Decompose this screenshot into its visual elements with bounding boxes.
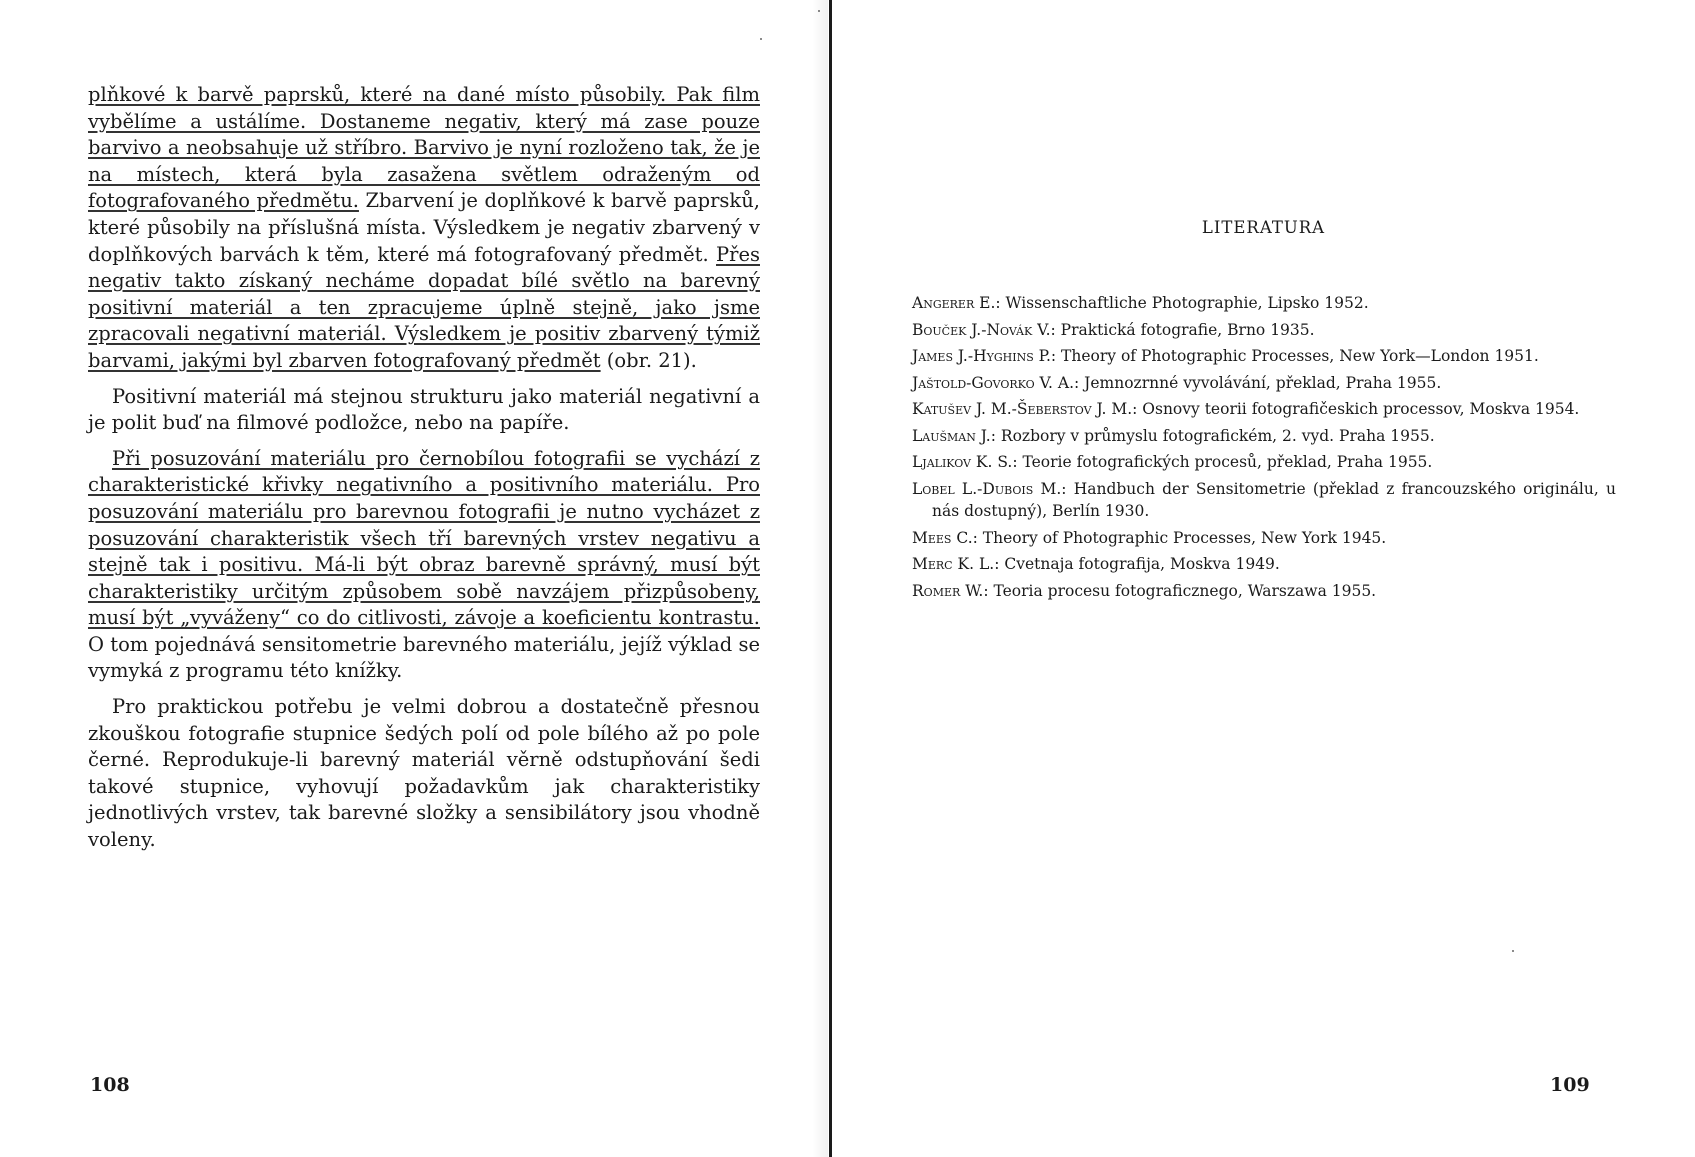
bibliography-entry: [912, 451, 1616, 474]
entry-author: Ljalikov K. S.: [912, 453, 1013, 471]
bibliography-entry: [912, 527, 1616, 550]
right-page: [832, 0, 1695, 1157]
paragraph-4: [88, 694, 760, 854]
bibliography-entry: [912, 292, 1616, 315]
text-run: Zbarvení je doplňkové k barvě paprsků, které působily na příslušná místa. Výsledkem je negativ zbarvený v doplňkových barvách k těm, které má fotografovaný předmět.: [88, 189, 760, 266]
entry-author: James J.-Hyghins P.: [912, 347, 1051, 365]
entry-details: : Praktická fotografie, Brno 1935.: [1050, 320, 1315, 339]
entry-author: Merc K. L.: [912, 555, 995, 573]
entry-author: Bouček J.-Novák V.: [912, 320, 1051, 339]
paragraph-1: [88, 82, 760, 375]
entry-author: Jaštold-Govorko V. A.: [912, 373, 1074, 392]
text-run: Pro praktickou potřebu je velmi dobrou a dostatečně přesnou zkouškou fotografie stupnice šedých polí od pole bílého až po pole černé. Reprodukuje-li barevný materiál věrně odstupňování šedi takové stupnice, vyhovují požadavkům jak charakteristiky jednotlivých vrstev, tak barevné složky a sensibilátory jsou vhodně voleny.: [88, 695, 760, 852]
entry-author: Angerer E.: [912, 294, 996, 312]
bibliography-list: [912, 292, 1616, 606]
entry-details: : Theory of Photographic Processes, New York—London 1951.: [1050, 347, 1539, 365]
bibliography-entry: [912, 553, 1616, 576]
text-run: Positivní materiál má stejnou strukturu jako materiál negativní a je polit buď na filmové podložce, nebo na papíře.: [88, 384, 760, 435]
bibliography-entry: [912, 398, 1616, 421]
gutter-shadow: [812, 0, 828, 1157]
entry-author: Katušev J. M.-Šeberstov J. M.: [912, 400, 1133, 418]
bibliography-entry: [912, 372, 1616, 395]
entry-author: Mees C.: [912, 528, 973, 547]
underlined-passage: Přes negativ takto získaný necháme dopadat bílé světlo na barevný positivní materiál a ten zpracujeme úplně stejně, jako jsme zpracovali negativní materiál. Výsledkem je positiv zbarvený týmiž barvami, jakými byl zbarven fotografovaný předmět: [88, 242, 760, 372]
entry-details: : Wissenschaftliche Photographie, Lipsko 1952.: [995, 294, 1369, 312]
text-run: O tom pojednává sensitometrie barevného materiálu, jejíž výklad se vymyká z programu této knížky.: [88, 632, 760, 683]
bibliography-entry: [912, 580, 1616, 603]
entry-details: : Handbuch der Sensitometrie (překlad z francouzského originálu, u nás dostupný), Berlín 1930.: [932, 479, 1616, 520]
entry-details: : Osnovy teorii fotografičeskich processov, Moskva 1954.: [1132, 400, 1580, 418]
entry-author: Romer W.: [912, 581, 984, 600]
text-run: (obr. 21).: [600, 348, 697, 372]
entry-details: : Rozbory v průmyslu fotografickém, 2. vyd. Praha 1955.: [990, 426, 1435, 445]
entry-author: Lobel L.-Dubois M.: [912, 479, 1062, 498]
bibliography-entry: [912, 478, 1616, 523]
bibliography-entry: [912, 319, 1616, 342]
paragraph-3: [88, 446, 760, 685]
scan-speck: [1512, 950, 1514, 952]
entry-details: : Theory of Photographic Processes, New York 1945.: [972, 528, 1387, 547]
scan-speck: [760, 38, 762, 40]
paragraph-2: [88, 384, 760, 437]
entry-details: : Cvetnaja fotografija, Moskva 1949.: [994, 555, 1280, 573]
entry-author: Laušman J.: [912, 426, 991, 445]
bibliography-entry: [912, 425, 1616, 448]
left-page-body: [88, 82, 760, 863]
page-number-right: 109: [1550, 1074, 1590, 1096]
page-number-left: 108: [90, 1074, 130, 1096]
bibliography-entry: [912, 345, 1616, 368]
entry-details: : Teorie fotografických procesů, překlad, Praha 1955.: [1012, 453, 1433, 471]
left-page: [0, 0, 828, 1157]
underlined-passage: Při posuzování materiálu pro černobílou fotografii se vychází z charakteristické křivky negativního a positivního materiálu. Pro posuzování materiálu pro barevnou fotografii je nutno vycházet z posuzování charakteristik všech tří barevných vrstev negativu a stejně tak i positivu. Má-li být obraz barevně správný, musí být charakteristiky určitým způsobem sobě navzájem přizpůsobeny, musí být „vyváženy“ co do citlivosti, závoje a koeficientu kontrastu.: [88, 446, 760, 630]
underlined-passage: plňkové k barvě paprsků, které na dané místo působily. Pak film vybělíme a ustálíme. Dostaneme negativ, který má zase pouze barvivo a neobsahuje už stříbro. Barvivo je nyní rozloženo tak, že je na místech, která byla zasažena světlem odraženým od fotografovaného předmětu.: [88, 83, 760, 213]
entry-details: : Teoria procesu fotograficznego, Warszawa 1955.: [983, 581, 1377, 600]
bibliography-heading: LITERATURA: [1201, 218, 1326, 237]
entry-details: : Jemnozrnné vyvolávání, překlad, Praha 1955.: [1074, 373, 1442, 392]
